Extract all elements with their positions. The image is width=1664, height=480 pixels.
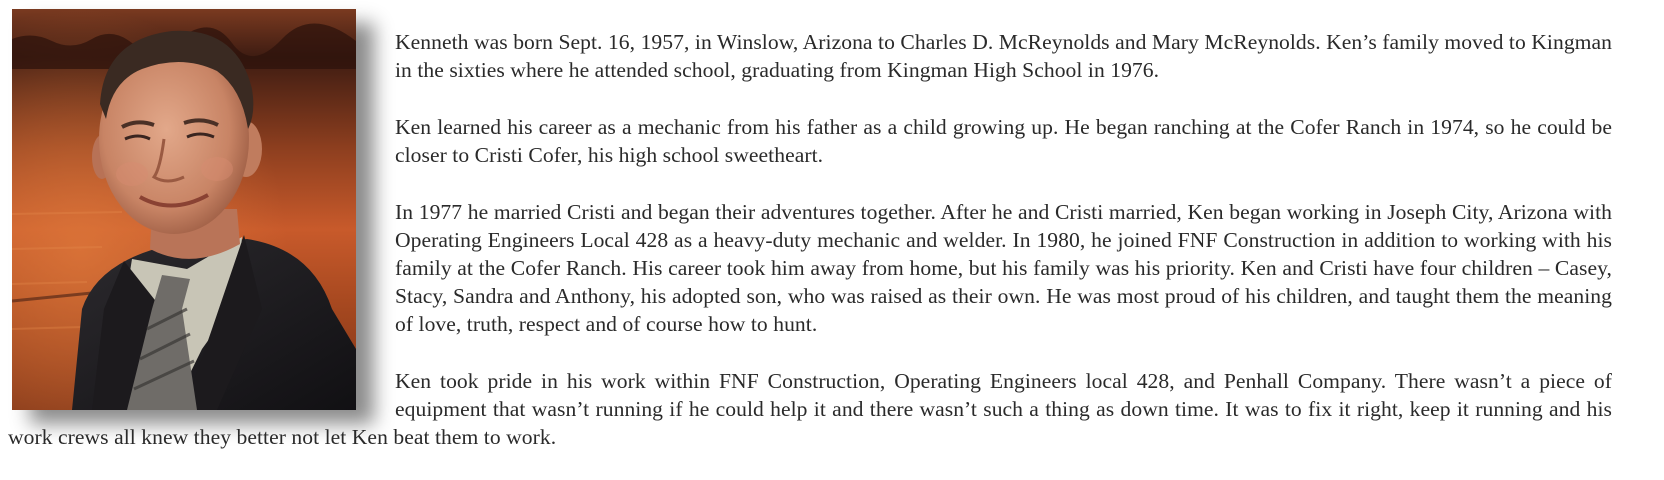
photo-spacer xyxy=(8,28,395,417)
paragraph-work-ethic: Ken took pride in his work within FNF Construction, Operating Engineers local 428, and Penhall Company. There wasn’t a piece of equipment that wasn’t running if he could help it and there wasn’t such a thing as down time. It was to fix it right, keep it running and his work crews all knew they better not let Ken beat them to work. xyxy=(8,369,1612,450)
paragraph-marriage-family: In 1977 he married Cristi and began their adventures together. After he and Cristi married, Ken began working in Joseph City, Arizona with Operating Engineers Local 428 as a heavy-duty mechanic and welder. In 1980, he joined FNF Construction in addition to working with his family at the Cofer Ranch. His career took him away from home, but his family was his priority. Ken and Cristi have four children – Casey, Stacy, Sandra and Anthony, his adopted son, who was raised as their own. He was most proud of his children, and taught them the meaning of love, truth, respect and of course how to hunt. xyxy=(395,199,1612,337)
paragraph-birth: Kenneth was born Sept. 16, 1957, in Winslow, Arizona to Charles D. McReynolds and Mary McReynolds. Ken’s family moved to Kingman in the sixties where he attended school, graduating from Kingman High School in 1976. xyxy=(395,30,1612,83)
paragraph-career-start: Ken learned his career as a mechanic from his father as a child growing up. He began ranching at the Cofer Ranch in 1974, so he could be closer to Cristi Cofer, his high school sweetheart. xyxy=(395,114,1612,167)
obituary-text xyxy=(8,28,1612,452)
